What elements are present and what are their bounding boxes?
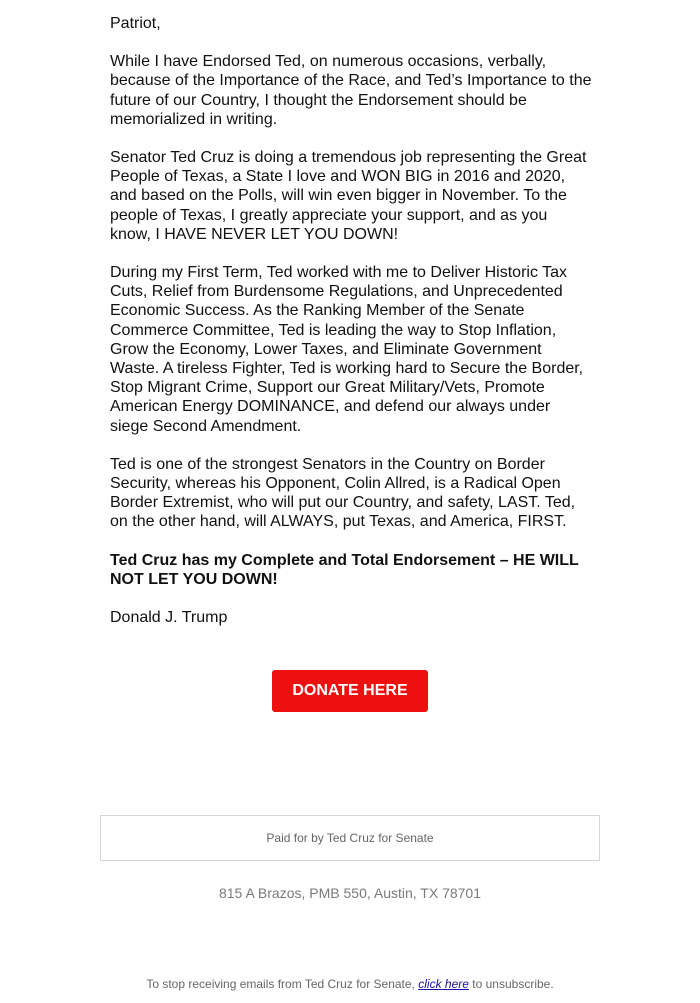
unsubscribe-link[interactable]: click here [418,977,469,991]
donate-button[interactable]: DONATE HERE [272,670,428,712]
paragraph-border-security: Ted is one of the strongest Senators in the Country on Border Security, whereas his Opponent, Colin Allred, is a Radical Open Border Extremist, who will put our Country, and safety, LAST. Ted, on the other hand, will ALWAYS, put Texas, and America, FIRST. [110,455,576,531]
unsubscribe-prefix: To stop receiving emails from Ted Cruz for Senate, [146,977,415,991]
unsubscribe-line [0,977,700,991]
paragraph-texas-support: Senator Ted Cruz is doing a tremendous job representing the Great People of Texas, a State I love and WON BIG in 2016 and 2020, and based on the Polls, will win even bigger in November. To the people of Texas, I greatly appreciate your support, and as you know, I HAVE NEVER LET YOU DOWN! [110,149,587,243]
endorsement-statement: Ted Cruz has my Complete and Total Endorsement – HE WILL NOT LET YOU DOWN! [110,551,579,588]
signature: Donald J. Trump [110,609,228,627]
paragraph-first-term: During my First Term, Ted worked with me to Deliver Historic Tax Cuts, Relief from Burdensome Regulations, and Unprecedented Economic Success. As the Ranking Member of the Senate Commerce Committee, Ted is leading the way to Stop Inflation, Grow the Economy, Lower Taxes, and Eliminate Government Waste. A tireless Fighter, Ted is working hard to Secure the Border, Stop Migrant Crime, Support our Great Military/Vets, Promote American Energy DOMINANCE, and defend our always under siege Second Amendment. [110,264,584,435]
email-body [110,14,592,646]
salutation: Patriot, [110,15,161,32]
paragraph-endorsement-intro: While I have Endorsed Ted, on numerous occasions, verbally, because of the Importance of the Race, and Ted’s Importance to the future of our Country, I thought the Endorsement should be memorialized in writing. [110,53,592,128]
paid-for-disclaimer [100,815,600,861]
donate-container [0,670,700,712]
mailing-address: 815 A Brazos, PMB 550, Austin, TX 78701 [218,885,482,901]
paid-for-text: Paid for by Ted Cruz for Senate [266,831,434,845]
unsubscribe-suffix: to unsubscribe. [472,977,554,991]
